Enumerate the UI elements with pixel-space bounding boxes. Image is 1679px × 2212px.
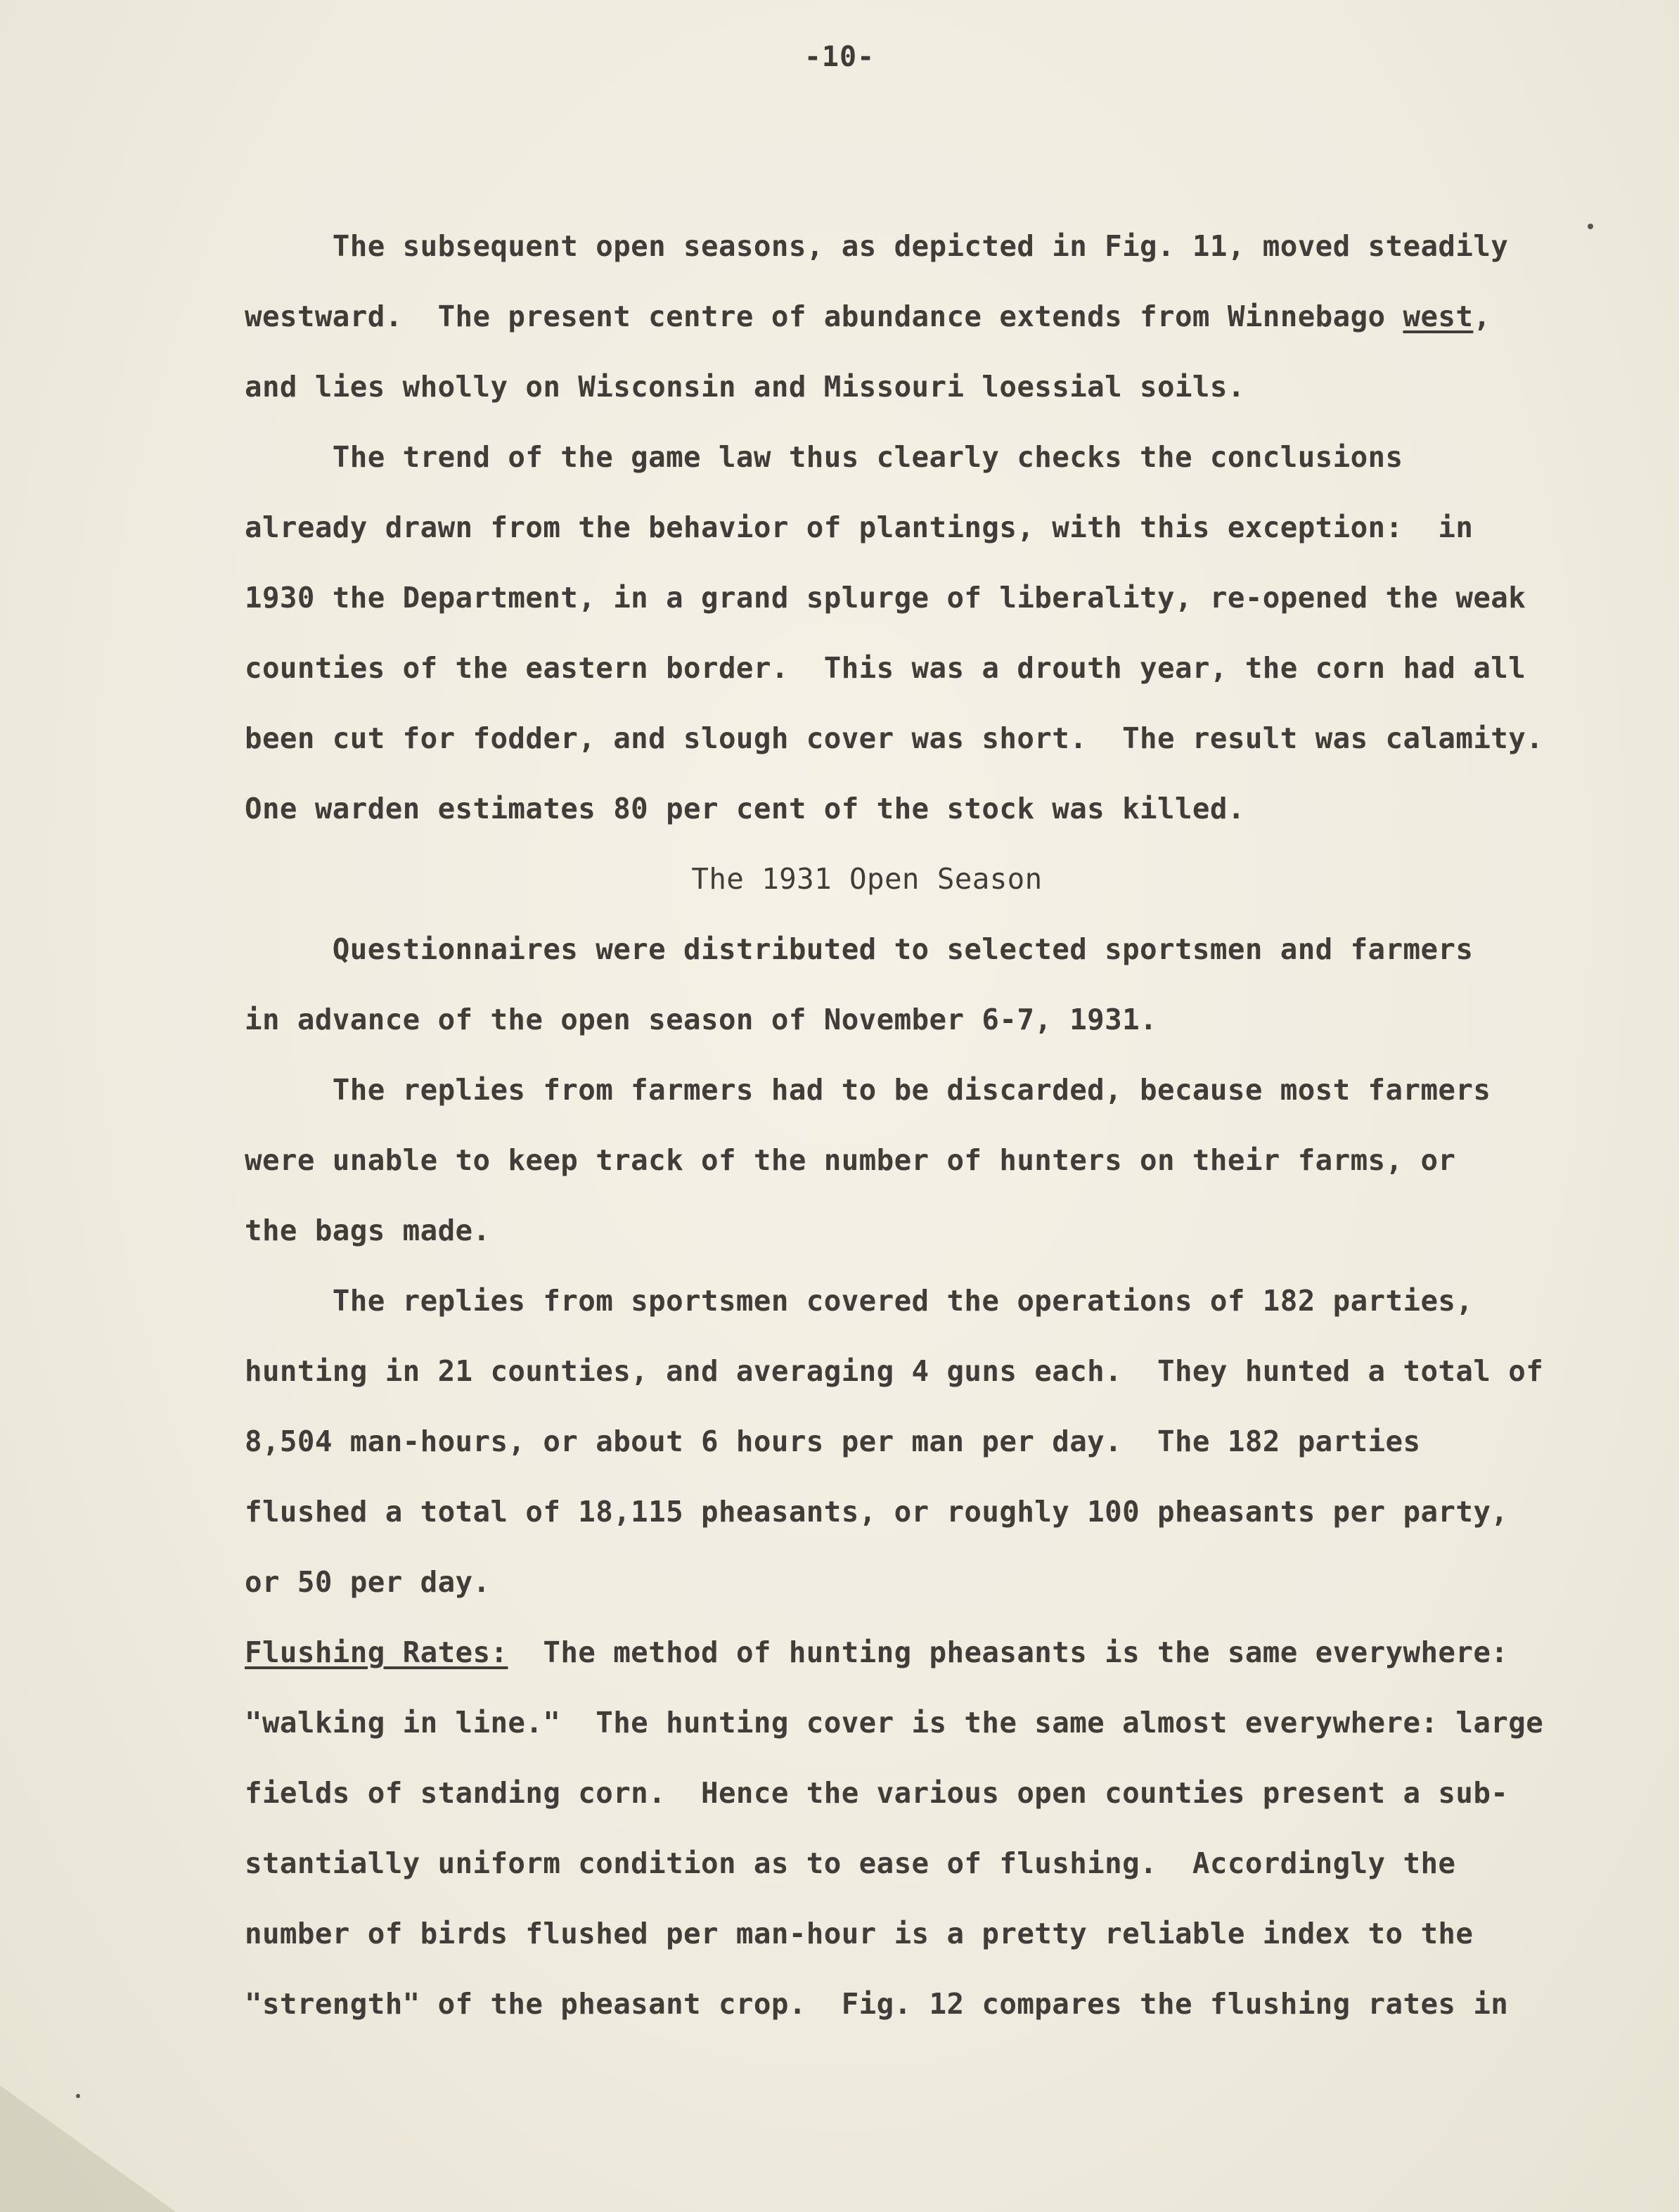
text-line: counties of the eastern border. This was a drouth year, the corn had all bbox=[245, 651, 1526, 685]
underlined-subheading: Flushing Rates: bbox=[245, 1635, 508, 1669]
ink-speck bbox=[76, 2094, 80, 2098]
text-line: stantially uniform condition as to ease of flushing. Accordingly the bbox=[245, 1846, 1456, 1880]
text-segment: westward. The present centre of abundance extends from Winnebago bbox=[245, 300, 1403, 333]
text-line: The trend of the game law thus clearly checks the conclusions bbox=[245, 440, 1403, 474]
text-line: 1930 the Department, in a grand splurge of liberality, re-opened the weak bbox=[245, 581, 1526, 615]
text-line: the bags made. bbox=[245, 1214, 491, 1247]
text-line: fields of standing corn. Hence the various open counties present a sub- bbox=[245, 1776, 1509, 1810]
text-line: hunting in 21 counties, and averaging 4 guns each. They hunted a total of bbox=[245, 1354, 1544, 1388]
text-line: One warden estimates 80 per cent of the stock was killed. bbox=[245, 792, 1245, 825]
text-segment: The method of hunting pheasants is the same everywhere: bbox=[508, 1635, 1509, 1669]
text-line: or 50 per day. bbox=[245, 1565, 491, 1599]
text-line: The subsequent open seasons, as depicted in Fig. 11, moved steadily bbox=[245, 229, 1509, 263]
text-line: The replies from sportsmen covered the operations of 182 parties, bbox=[245, 1284, 1474, 1318]
text-line bbox=[245, 281, 1559, 352]
text-line: already drawn from the behavior of plantings, with this exception: in bbox=[245, 510, 1474, 544]
text-line: been cut for fodder, and slough cover was short. The result was calamity. bbox=[245, 721, 1544, 755]
text-line: The replies from farmers had to be discarded, because most farmers bbox=[245, 1073, 1491, 1107]
text-line: in advance of the open season of November 6-7, 1931. bbox=[245, 1003, 1158, 1036]
paper-corner-fold bbox=[0, 2085, 176, 2212]
ink-speck bbox=[1588, 224, 1593, 229]
text-line: "strength" of the pheasant crop. Fig. 12 compares the flushing rates in bbox=[245, 1987, 1509, 2021]
text-line: flushed a total of 18,115 pheasants, or roughly 100 pheasants per party, bbox=[245, 1495, 1509, 1529]
underlined-word: west bbox=[1403, 300, 1474, 333]
section-heading: The 1931 Open Season bbox=[691, 862, 1043, 896]
text-line: "walking in line." The hunting cover is the same almost everywhere: large bbox=[245, 1706, 1544, 1740]
text-line: number of birds flushed per man-hour is a pretty reliable index to the bbox=[245, 1917, 1474, 1950]
text-line: and lies wholly on Wisconsin and Missouri loessial soils. bbox=[245, 370, 1245, 404]
text-line bbox=[245, 1617, 1559, 1687]
body-text bbox=[245, 211, 1559, 2039]
text-line: 8,504 man-hours, or about 6 hours per man per day. The 182 parties bbox=[245, 1425, 1421, 1458]
text-segment: , bbox=[1473, 300, 1491, 333]
text-line: Questionnaires were distributed to selected sportsmen and farmers bbox=[245, 932, 1474, 966]
page-number: -10- bbox=[804, 41, 875, 73]
text-line: were unable to keep track of the number of hunters on their farms, or bbox=[245, 1143, 1456, 1177]
